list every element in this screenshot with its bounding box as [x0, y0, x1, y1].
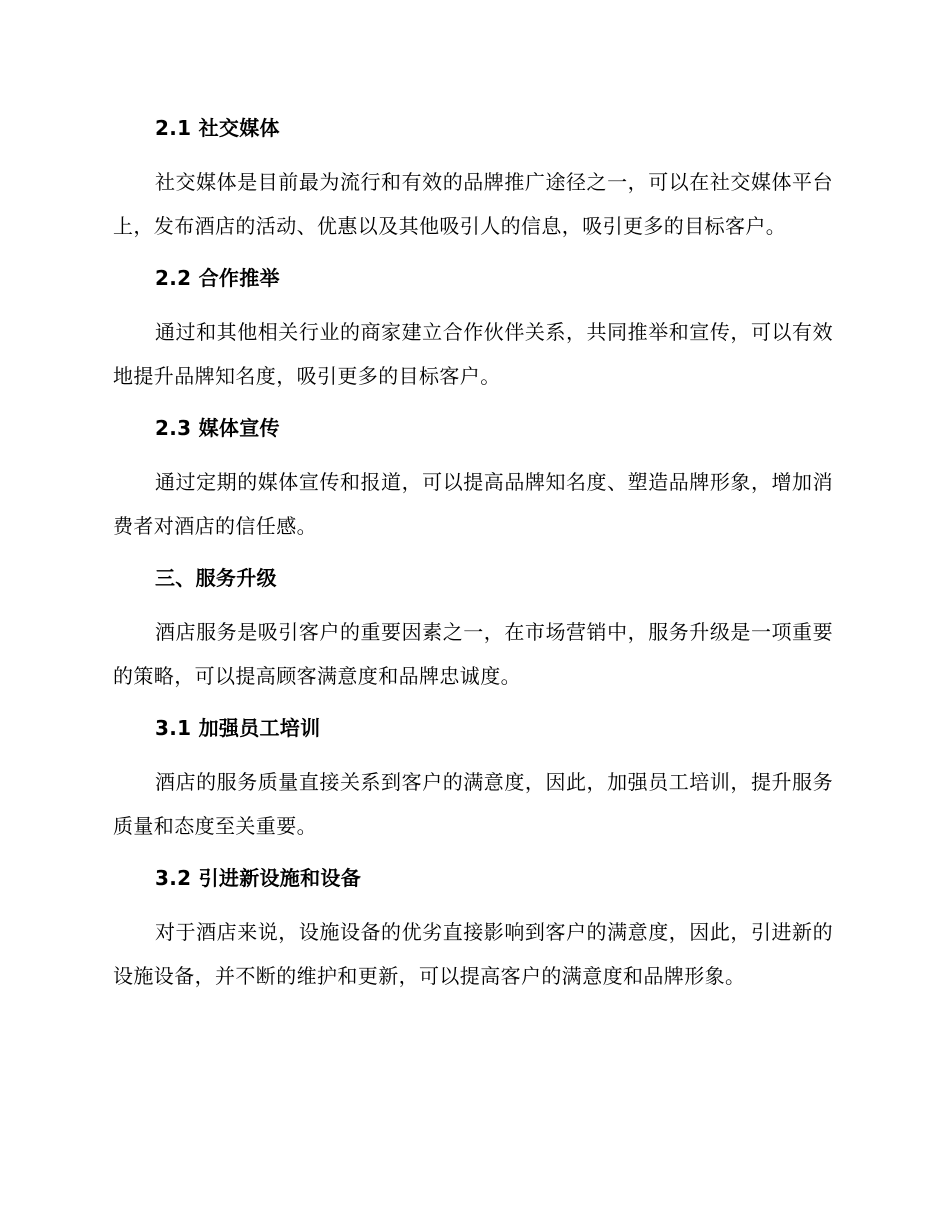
paragraph-staff-training: 酒店的服务质量直接关系到客户的满意度，因此，加强员工培训，提升服务质量和态度至关重要。: [113, 770, 833, 838]
document-body: [113, 110, 833, 998]
section-heading-2-3: 2.3 媒体宣传: [155, 416, 280, 440]
section-heading-3: 三、服务升级: [155, 566, 277, 590]
paragraph-service-upgrade: 酒店服务是吸引客户的重要因素之一，在市场营销中，服务升级是一项重要的策略，可以提高顾客满意度和品牌忠诚度。: [113, 620, 833, 688]
paragraph-social-media: 社交媒体是目前最为流行和有效的品牌推广途径之一，可以在社交媒体平台上，发布酒店的活动、优惠以及其他吸引人的信息，吸引更多的目标客户。: [113, 170, 833, 238]
section-heading-2-2: 2.2 合作推举: [155, 266, 280, 290]
paragraph-partnership: 通过和其他相关行业的商家建立合作伙伴关系，共同推举和宣传，可以有效地提升品牌知名度，吸引更多的目标客户。: [113, 320, 833, 388]
section-heading-3-1: 3.1 加强员工培训: [155, 716, 321, 740]
paragraph-new-facilities: 对于酒店来说，设施设备的优劣直接影响到客户的满意度，因此，引进新的设施设备，并不断的维护和更新，可以提高客户的满意度和品牌形象。: [113, 920, 833, 988]
section-heading-3-2: 3.2 引进新设施和设备: [155, 866, 361, 890]
section-heading-2-1: 2.1 社交媒体: [155, 116, 280, 140]
paragraph-media-promotion: 通过定期的媒体宣传和报道，可以提高品牌知名度、塑造品牌形象，增加消费者对酒店的信任感。: [113, 470, 833, 538]
